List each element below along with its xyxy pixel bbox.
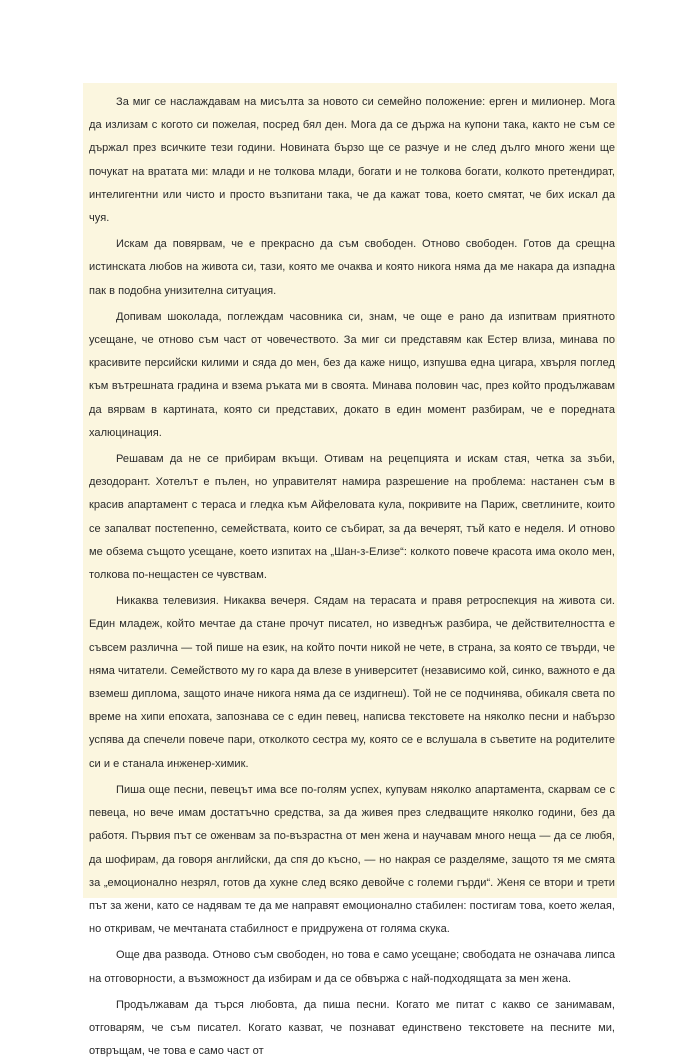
paragraph-3: Допивам шоколада, поглеждам часовника си, знам, че още е рано да изпитвам приятното усещане, че отново съм част от човечеството. За миг си представям как Естер влиза, минава по красивите персийски килими и сяда до мен, без да каже нищо, изпушва една цигара, хвърля поглед към вътрешната градина и взема ръката ми в своята. Минава половин час, през който продължавам да вярвам в картината, която си представих, докато в един момент разбирам, че е поредната халюцинация.: [89, 310, 615, 439]
paragraph-1: За миг се наслаждавам на мисълта за новото си семейно положение: ерген и милионер. Мога да излизам с когото си пожелая, посред бял ден. Мога да се държа на купони така, както не съм се държал през всичките тези години. Новината бързо ще се разчуе и не след дълго много жени ще почукат на вратата ми: млади и не толкова млади, богати и не толкова богати, колкото претендират, интелигентни или чисто и просто възпитани така, че да кажат това, което смятат, че бих искал да чуя.: [89, 96, 615, 225]
book-text-block: [83, 83, 617, 1058]
paragraph-7: Още два развода. Отново съм свободен, но това е само усещане; свободата не означава липса на отговорности, а възможност да избирам и да се обвържа с най-подходящата за мен жена.: [89, 949, 615, 985]
paragraph-6: Пиша още песни, певецът има все по-голям успех, купувам няколко апартамента, скарвам се с певеца, но вече имам достатъчно средства, за да живея през следващите няколко години, без да работя. Първия път се оженвам за по-възрастна от мен жена и научавам много неща — да се любя, да шофирам, да говоря английски, да спя до късно, — но накрая се разделяме, защото тя ме смята за „емоционално незрял, готов да хукне след всяко девойче с големи гърди“. Женя се втори и трети път за жени, като се надявам те да ме направят емоционално стабилен: постигам това, което желая, но откривам, че мечтаната стабилност е придружена от голяма скука.: [89, 783, 615, 936]
paragraph-5: Никаква телевизия. Никаква вечеря. Сядам на терасата и правя ретроспекция на живота си. Един младеж, който мечтае да стане прочут писател, но изведнъж разбира, че действителността е съвсем различна — той пише на език, на който почти никой не чете, в страна, за която се твърди, че няма читатели. Семейството му го кара да влезе в университет (независимо кой, синко, важното е да вземеш диплома, защото иначе никога няма да се издигнеш). Той не се подчинява, обикаля света по време на хипи епохата, запознава се с един певец, написва текстовете на няколко песни и набързо успява да спечели повече пари, отколкото сестра му, която се е вслушала в съветите на родителите си и е станала инженер-химик.: [89, 595, 615, 770]
paragraph-8: Продължавам да търся любовта, да пиша песни. Когато ме питат с какво се занимавам, отговарям, че съм писател. Когато казват, че познават единствено текстовете на песните ми, отвръщам, че това е само част от: [89, 998, 615, 1058]
paragraph-2: Искам да повярвам, че е прекрасно да съм свободен. Отново свободен. Готов да срещна истинската любов на живота си, тази, която ме очаква и която никога няма да ме накара да изпадна пак в подобна унизителна ситуация.: [89, 238, 615, 297]
paragraph-4: Решавам да не се прибирам вкъщи. Отивам на рецепцията и искам стая, четка за зъби, дезодорант. Хотелът е пълен, но управителят намира разрешение на проблема: настанен съм в красив апартамент с тераса и гледка към Айфеловата кула, покривите на Париж, светлините, които се запалват постепенно, семействата, които се събират, за да вечерят, тъй като е неделя. И отново ме обзема същото усещане, което изпитах на „Шан-з-Елизе“: колкото повече красота има около мен, толкова по-нещастен се чувствам.: [89, 453, 615, 582]
